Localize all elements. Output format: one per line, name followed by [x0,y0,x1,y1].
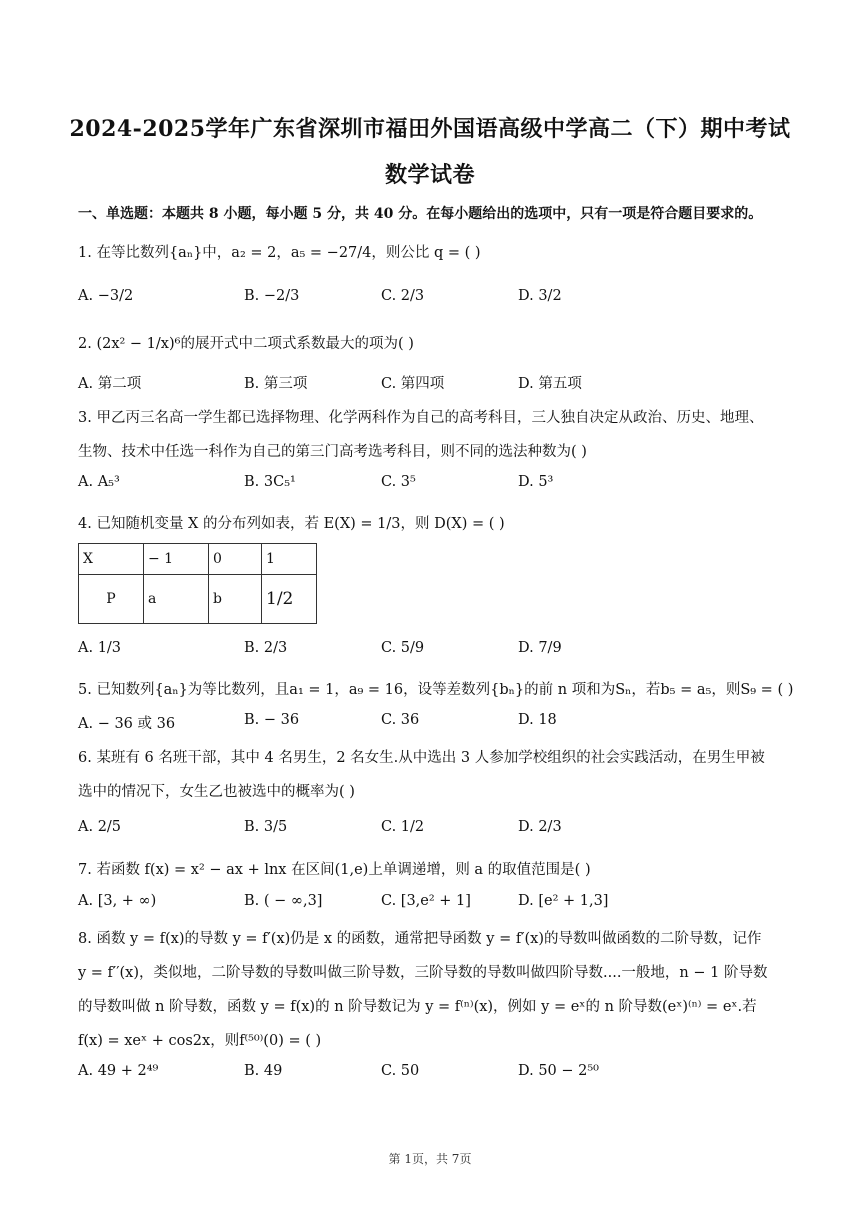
table-cell: P [79,575,144,624]
q1-option-a: A. −3/2 [78,288,134,304]
question-4-stem: 4. 已知随机变量 X 的分布列如表，若 E(X) = 1/3，则 D(X) = ( ) [78,516,505,532]
q7-option-b: B. ( − ∞,3] [244,893,323,909]
question-6-stem-line2: 选中的情况下，女生乙也被选中的概率为( ) [78,784,355,800]
q4-option-b: B. 2/3 [244,640,288,656]
document-title: 2024-2025学年广东省深圳市福田外国语高级中学高二（下）期中考试 [69,116,791,142]
table-cell: 0 [209,544,262,575]
question-2-stem: 2. (2x² − 1/x)⁶的展开式中二项式系数最大的项为( ) [78,336,414,352]
q1-option-c: C. 2/3 [381,288,425,304]
q6-option-c: C. 1/2 [381,819,425,835]
table-cell: X [79,544,144,575]
question-1-stem: 1. 在等比数列{aₙ}中，a₂ = 2，a₅ = −27/4，则公比 q = ( ) [78,245,481,261]
question-6-stem-line1: 6. 某班有 6 名班干部，其中 4 名男生，2 名女生.从中选出 3 人参加学校组织的社会实践活动，在男生甲被 [78,750,765,766]
q1-option-d: D. 3/2 [518,288,562,304]
document-subtitle: 数学试卷 [384,162,475,188]
q7-option-c: C. [3,e² + 1] [381,893,471,909]
q8-option-c: C. 50 [381,1063,420,1079]
table-cell: − 1 [144,544,209,575]
table-cell: 1 [262,544,317,575]
q7-option-a: A. [3, + ∞) [78,893,157,909]
question-5-stem: 5. 已知数列{aₙ}为等比数列，且a₁ = 1，a₉ = 16，设等差数列{bₙ}的前 n 项和为Sₙ，若b₅ = a₅，则S₉ = ( ) [78,682,794,698]
question-3-stem-line2: 生物、技术中任选一科作为自己的第三门高考选考科目，则不同的选法种数为( ) [78,444,587,460]
q2-option-d: D. 第五项 [518,376,582,392]
table-cell: a [144,575,209,624]
q5-option-b: B. − 36 [244,712,300,728]
table-cell: 1/2 [262,575,317,624]
q3-option-b: B. 3C₅¹ [244,474,296,490]
distribution-table [78,543,317,624]
q4-option-a: A. 1/3 [78,640,122,656]
q3-option-d: D. 5³ [518,474,554,490]
question-8-stem-line3: 的导数叫做 n 阶导数，函数 y = f(x)的 n 阶导数记为 y = f⁽ⁿ⁾(x)，例如 y = eˣ的 n 阶导数(eˣ)⁽ⁿ⁾ = eˣ.若 [78,999,757,1015]
q6-option-d: D. 2/3 [518,819,562,835]
q5-option-a: A. − 36 或 36 [78,716,176,732]
q3-option-c: C. 3⁵ [381,474,416,490]
question-8-stem-line4: f(x) = xeˣ + cos2x，则f⁽⁵⁰⁾(0) = ( ) [78,1033,322,1049]
q8-option-b: B. 49 [244,1063,283,1079]
q8-option-d: D. 50 − 2⁵⁰ [518,1063,599,1079]
question-7-stem: 7. 若函数 f(x) = x² − ax + lnx 在区间(1,e)上单调递增，则 a 的取值范围是( ) [78,862,591,878]
q2-option-a: A. 第二项 [78,376,142,392]
question-8-stem-line2: y = f′′(x)，类似地，二阶导数的导数叫做三阶导数，三阶导数的导数叫做四阶导数....一般地，n − 1 阶导数 [78,965,768,981]
q6-option-a: A. 2/5 [78,819,122,835]
q4-option-d: D. 7/9 [518,640,562,656]
q7-option-d: D. [e² + 1,3] [518,893,609,909]
q4-option-c: C. 5/9 [381,640,425,656]
table-cell: b [209,575,262,624]
question-3-stem-line1: 3. 甲乙丙三名高一学生都已选择物理、化学两科作为自己的高考科目，三人独自决定从政治、历史、地理、 [78,410,764,426]
section-heading: 一、单选题：本题共 8 小题，每小题 5 分，共 40 分。在每小题给出的选项中，只有一项是符合题目要求的。 [78,206,763,222]
q5-option-d: D. 18 [518,712,557,728]
question-8-stem-line1: 8. 函数 y = f(x)的导数 y = f′(x)仍是 x 的函数，通常把导函数 y = f′(x)的导数叫做函数的二阶导数，记作 [78,931,762,947]
page-footer: 第 1页，共 7页 [388,1152,472,1166]
q8-option-a: A. 49 + 2⁴⁹ [78,1063,159,1079]
q2-option-c: C. 第四项 [381,376,445,392]
q5-option-c: C. 36 [381,712,420,728]
q6-option-b: B. 3/5 [244,819,288,835]
q2-option-b: B. 第三项 [244,376,308,392]
q3-option-a: A. A₅³ [78,474,120,490]
q1-option-b: B. −2/3 [244,288,300,304]
